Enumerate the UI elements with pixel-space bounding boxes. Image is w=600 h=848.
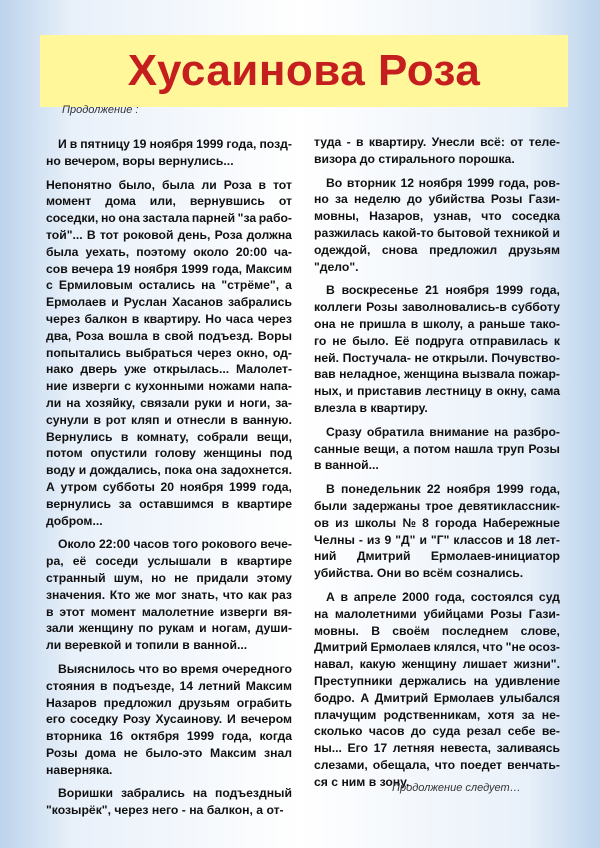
- text-line: слезами, обещала, что поедет венчать-: [314, 757, 560, 772]
- text-line: Выяснилось что во время очередного: [58, 661, 292, 676]
- text-line: В понедельник 22 ноября 1999 года,: [326, 482, 560, 497]
- text-line: его соседку Розу Хусаинову. И вечером: [46, 712, 292, 727]
- text-line: попытались выбраться через окно, од-: [46, 345, 292, 360]
- text-line: вернулись за оставшимся в квартире: [46, 496, 292, 511]
- text-line: туда - в квартиру. Унесли всё: от теле-: [314, 135, 560, 149]
- text-line: в ванной...: [314, 458, 379, 473]
- paragraph: [46, 785, 292, 819]
- paragraph: [314, 282, 560, 416]
- text-line: была уехать, поэтому около 20:00 ча-: [46, 244, 292, 259]
- text-line: влезла в квартиру.: [314, 400, 428, 415]
- text-line: Ермолаев и Руслан Хасанов забрались: [46, 295, 292, 310]
- text-line: ов из школы № 8 города Набережные: [314, 515, 560, 530]
- text-line: ра, её соседи услышали в квартире: [46, 554, 292, 569]
- paragraph: [314, 134, 560, 168]
- text-line: В воскресенье 21 ноября 1999 года,: [326, 283, 560, 298]
- text-line: мовны. В своём последнем слове,: [314, 623, 560, 638]
- text-line: одеждой, снова предложил друзьям: [314, 242, 560, 257]
- text-line: визора до стирального порошка.: [314, 151, 515, 166]
- text-line: навал, какую женщину лишает жизни".: [314, 657, 560, 672]
- text-line: А утром субботы 20 ноября 1999 года,: [46, 479, 292, 494]
- paragraph: [46, 536, 292, 654]
- text-line: убийства. Они во всём сознались.: [314, 566, 524, 581]
- text-line: значения. Кто же мог знать, что как раз: [46, 587, 292, 602]
- text-line: той"... В тот роковой день, Роза должна: [46, 227, 292, 242]
- text-line: наверняка.: [46, 762, 113, 777]
- text-line: сов вечера 19 ноября 1999 года, Максим: [46, 261, 292, 276]
- text-line: момент дома или, вернувшись от: [46, 194, 292, 209]
- text-line: Во вторник 12 ноября 1999 года, ров-: [326, 175, 560, 190]
- text-line: воду и дождались, пока она задохнется.: [46, 463, 292, 478]
- text-line: коллеги Розы заволновались-в субботу: [314, 300, 560, 315]
- paragraph: [46, 177, 292, 530]
- text-line: соседки, но она застала парней "за рабо-: [46, 211, 292, 226]
- text-line: вав неладное, женщина вызвала пожар-: [314, 367, 560, 382]
- text-line: И в пятницу 19 ноября 1999 года, позд-: [58, 137, 292, 151]
- text-line: разжилась какой-то бытовой техникой и: [314, 225, 560, 240]
- text-line: вторника 16 октября 1999 года, когда: [46, 729, 292, 744]
- text-line: зали женщину по рукам и ногам, души-: [46, 621, 292, 636]
- right-column: [314, 134, 560, 797]
- page-title: Хусаинова Роза: [127, 46, 481, 95]
- text-line: Воришки забрались на подъездный: [58, 786, 292, 801]
- paragraph: [314, 481, 560, 582]
- text-line: странный шум, но не придали этому: [46, 570, 292, 585]
- text-line: но за неделю до убийства Розы Гази-: [314, 192, 560, 207]
- text-line: сунули в рот кляп и отнесли в ванную.: [46, 412, 292, 427]
- text-line: ли веревкой и топили в ванной...: [46, 638, 248, 653]
- paragraph: [46, 136, 292, 170]
- text-line: но вечером, воры вернулись...: [46, 153, 234, 168]
- title-banner: [40, 35, 568, 107]
- text-line: ли на хозяйку, связали руки и ноги, за-: [46, 395, 292, 410]
- paragraph: [314, 424, 560, 474]
- text-line: два, Роза вошла в свой подъезд. Воры: [46, 328, 292, 343]
- text-line: она не пришла в школу, а раньше тако-: [314, 316, 560, 331]
- text-line: ны... Его 17 летняя невеста, заливаясь: [314, 741, 560, 756]
- text-line: с Ермиловым остались на "стрёме", а: [46, 278, 292, 293]
- text-line: ней. Постучала- не открыли. Почувство-: [314, 350, 560, 365]
- text-line: Преступники держались на удивление: [314, 673, 560, 688]
- text-line: стояния в подъезде, 14 летний Максим: [46, 678, 292, 693]
- text-line: "дело".: [314, 259, 359, 274]
- text-line: ний Дмитрий Ермолаев-инициатор: [314, 549, 560, 564]
- text-line: Около 22:00 часов того рокового вече-: [58, 537, 292, 552]
- text-line: были задержаны трое девятиклассник-: [314, 498, 560, 513]
- text-line: Назаров предложил друзьям ограбить: [46, 695, 292, 710]
- text-line: Вернулись в комнату, собрали вещи,: [46, 429, 292, 444]
- text-line: мовны, Назаров, узнав, что соседка: [314, 209, 560, 224]
- continuation-label: Продолжение :: [62, 104, 139, 116]
- text-line: ся с ним в зону.: [314, 774, 410, 789]
- text-line: плачущим родственникам, хотя за не-: [314, 707, 560, 722]
- text-line: Розы дома не было-это Максим знал: [46, 745, 292, 760]
- text-line: потом опустили голову женщины под: [46, 446, 292, 461]
- text-line: Челны - из 9 "Д" и "Г" классов и 18 лет-: [314, 532, 560, 547]
- text-line: го не было. Её подруга отправилась к: [314, 333, 560, 348]
- text-line: ние изверги с кухонными ножами напа-: [46, 379, 292, 394]
- text-line: в этот момент малолетние изверги вя-: [46, 604, 292, 619]
- continued-label: Продолжение следует…: [392, 782, 521, 794]
- left-column: [46, 136, 292, 826]
- text-line: ных, и приставив лестницу в окну, сама: [314, 384, 560, 399]
- text-line: бодро. А Дмитрий Ермолаев улыбался: [314, 690, 560, 705]
- text-line: нако дверь уже открылась... Малолет-: [46, 362, 292, 377]
- text-line: А в апреле 2000 года, состоялся суд: [326, 589, 560, 604]
- text-line: Дмитрий Ермолаев клялся, что "не осоз-: [314, 640, 560, 655]
- paragraph: [314, 175, 560, 276]
- text-line: Сразу обратила внимание на разбро-: [326, 424, 560, 439]
- text-line: на малолетними убийцами Розы Гази-: [314, 606, 560, 621]
- text-line: Непонятно было, была ли Роза в тот: [46, 177, 292, 192]
- text-line: добром...: [46, 513, 103, 528]
- text-line: сколько часов до суда резал себе ве-: [314, 724, 560, 739]
- text-line: "козырёк", через него - на балкон, а от-: [46, 803, 284, 818]
- text-line: санные вещи, а потом нашла труп Розы: [314, 441, 560, 456]
- paragraph: [46, 661, 292, 779]
- paragraph: [314, 589, 560, 791]
- text-line: через балкон в квартиру. Но часа через: [46, 311, 292, 326]
